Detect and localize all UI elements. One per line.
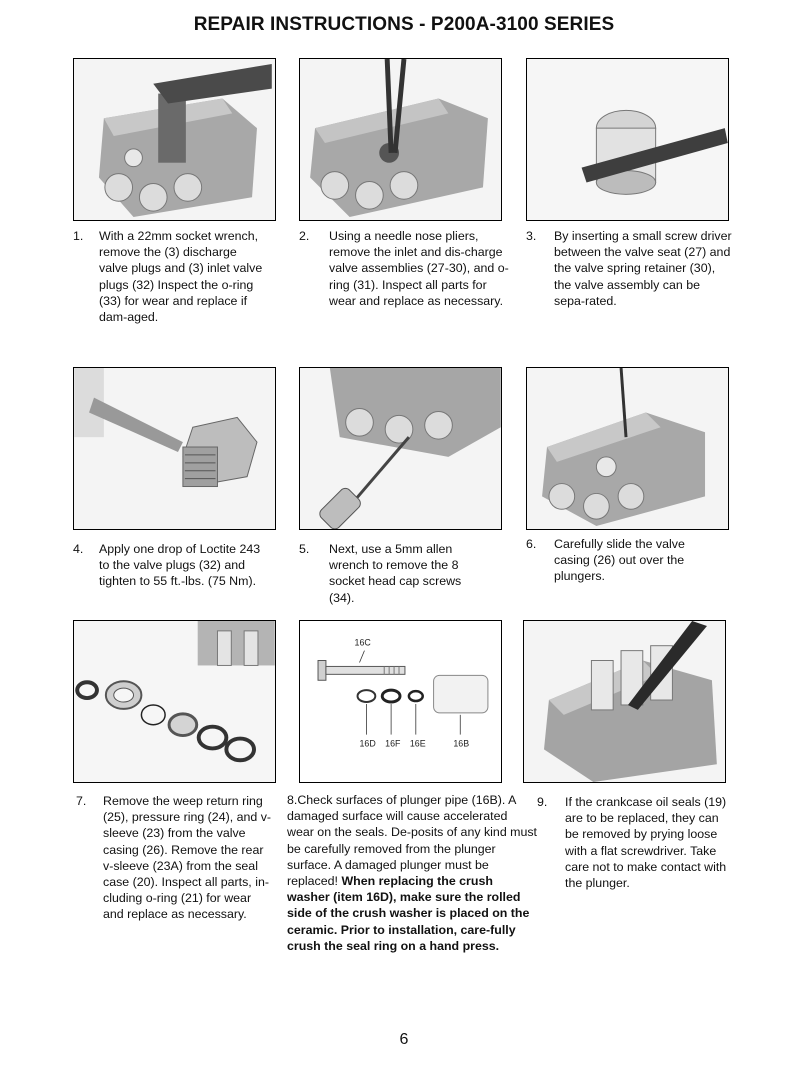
- label-16f: 16F: [385, 738, 401, 749]
- valve-assembly-screwdriver-image: [527, 59, 728, 220]
- step-number: 2.: [299, 229, 310, 243]
- step-text: With a 22mm socket wrench, remove the (3) discharge valve plugs and (3) inlet valve plugs (32) Inspect the o-ring (33) for wear and replace if dam-aged.: [99, 229, 263, 325]
- plunger-parts-diagram: [300, 621, 501, 782]
- photo-step-9: [523, 620, 726, 783]
- pump-socket-wrench-image: [74, 59, 275, 220]
- seal-rings-image: [74, 621, 275, 782]
- photo-step-1: [73, 58, 276, 221]
- page-number: 6: [399, 1031, 409, 1048]
- step-text: Next, use a 5mm allen wrench to remove the 8 socket head cap screws (34).: [329, 542, 462, 605]
- step-number: 4.: [73, 542, 84, 556]
- photo-step-6: [526, 367, 729, 530]
- crankcase-oil-seal-image: [524, 621, 725, 782]
- label-16e: 16E: [409, 738, 426, 749]
- step-number: 6.: [526, 537, 537, 551]
- step-number: 9.: [537, 795, 548, 809]
- photo-step-2: [299, 58, 502, 221]
- photo-step-8-diagram: [299, 620, 502, 783]
- valve-casing-image: [527, 368, 728, 529]
- step-number: 8.: [287, 793, 298, 807]
- label-16c: 16C: [354, 637, 371, 648]
- step-text: By inserting a small screw driver between the valve seat (27) and the valve spring retainer (30), the valve assembly can be sepa-rated.: [554, 229, 732, 308]
- photo-step-3: [526, 58, 729, 221]
- step-8: [287, 792, 537, 954]
- photo-step-4: [73, 367, 276, 530]
- photo-step-7: [73, 620, 276, 783]
- step-text: Apply one drop of Loctite 243 to the valve plugs (32) and tighten to 55 ft.-lbs. (75 Nm).: [99, 542, 261, 589]
- step-number: 7.: [76, 794, 87, 808]
- step-text: Carefully slide the valve casing (26) out over the plungers.: [554, 537, 685, 584]
- page-title: REPAIR INSTRUCTIONS - P200A-3100 SERIES: [193, 14, 615, 35]
- step-number: 3.: [526, 229, 537, 243]
- label-16b: 16B: [453, 738, 470, 749]
- loctite-valve-plug-image: [74, 368, 275, 529]
- label-16d: 16D: [359, 738, 376, 749]
- step-text: Remove the weep return ring (25), pressure ring (24), and v-sleeve (23) from the valve casing (26). Remove the rear v-sleeve (23A) from the seal case (20). Inspect all parts, in-cluding o-ring (21) for wear and replace as necessary.: [103, 794, 272, 922]
- step-warning-text: When replacing the crush washer (item 16D), make sure the rolled side of the crush washer is placed on the ceramic. Prior to installation, care-fully crush the seal ring on a hand press.: [287, 874, 530, 953]
- step-text: If the crankcase oil seals (19) are to be replaced, they can be removed by prying loose with a flat screwdriver. Take care not to make contact with the plunger.: [565, 795, 727, 891]
- step-text: Check surfaces of plunger pipe (16B). A damaged surface will cause accelerated wear on the seals. De-posits of any kind must be carefully removed from the plunger surface. A damaged plunger must be replaced!: [287, 793, 537, 889]
- step-number: 5.: [299, 542, 310, 556]
- photo-step-5: [299, 367, 502, 530]
- step-number: 1.: [73, 229, 84, 243]
- pump-needle-nose-pliers-image: [300, 59, 501, 220]
- allen-wrench-image: [300, 368, 501, 529]
- step-text: Using a needle nose pliers, remove the inlet and dis-charge valve assemblies (27-30), and o-ring (31). Inspect all parts for wear and replace as necessary.: [329, 229, 509, 308]
